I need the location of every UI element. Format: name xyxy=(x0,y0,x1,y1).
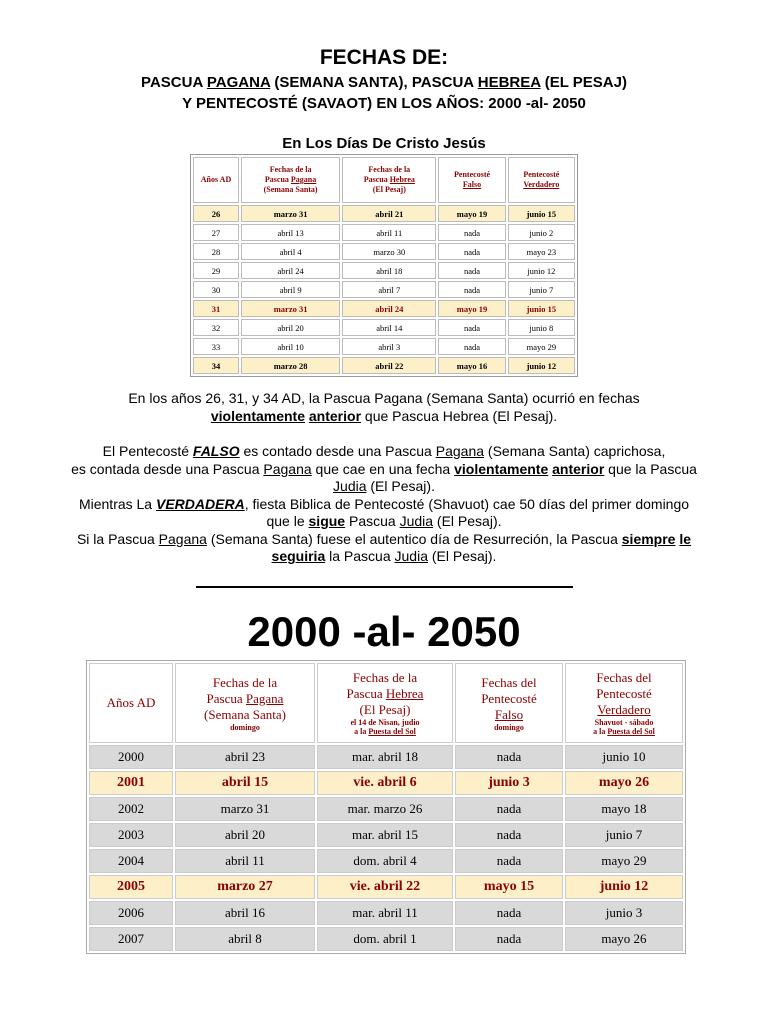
table-cell: junio 7 xyxy=(508,281,575,298)
table-cell: mayo 29 xyxy=(565,849,683,873)
header-falso: Pentecosté Falso xyxy=(438,157,505,203)
table-cell: abril 24 xyxy=(241,262,340,279)
table-row xyxy=(193,205,575,222)
table-cell: 2002 xyxy=(89,797,173,821)
table-row xyxy=(89,823,683,847)
table-cell: nada xyxy=(455,797,563,821)
table-row xyxy=(89,901,683,925)
table-cell: abril 20 xyxy=(175,823,315,847)
table-cell: 32 xyxy=(193,319,239,336)
table-cell: 2000 xyxy=(89,745,173,769)
section-title: En Los Días De Cristo Jesús xyxy=(282,135,486,152)
big-title: 2000 -al- 2050 xyxy=(247,608,521,655)
header-pagana: Fechas de la Pascua Pagana (Semana Santa) domingo xyxy=(175,663,315,743)
table-cell: marzo 31 xyxy=(241,205,340,222)
header-verdadero: Fechas del Pentecosté Verdadero Shavuot - sábado a la Puesta del Sol xyxy=(565,663,683,743)
table-cell: vie. abril 6 xyxy=(317,771,453,795)
table-cell: junio 15 xyxy=(508,300,575,317)
table-cell: nada xyxy=(455,927,563,951)
table-cell: abril 13 xyxy=(241,224,340,241)
header-years: Años AD xyxy=(193,157,239,203)
table-cell: junio 15 xyxy=(508,205,575,222)
table-cell: marzo 27 xyxy=(175,875,315,899)
table-row xyxy=(89,797,683,821)
table-cell: mayo 16 xyxy=(438,357,505,374)
table-cell: 33 xyxy=(193,338,239,355)
table-cell: abril 3 xyxy=(342,338,436,355)
table-cell: mar. abril 18 xyxy=(317,745,453,769)
table-cell: mayo 18 xyxy=(565,797,683,821)
table-cell: abril 16 xyxy=(175,901,315,925)
table-cell: abril 15 xyxy=(175,771,315,795)
table-row xyxy=(89,745,683,769)
table-cell: abril 22 xyxy=(342,357,436,374)
table-cell: abril 24 xyxy=(342,300,436,317)
table-cell: 27 xyxy=(193,224,239,241)
table-cell: 2005 xyxy=(89,875,173,899)
table-cell: 2003 xyxy=(89,823,173,847)
table-cell: junio 2 xyxy=(508,224,575,241)
table-cell: marzo 31 xyxy=(241,300,340,317)
header-pagana: Fechas de la Pascua Pagana (Semana Santa) xyxy=(241,157,340,203)
table-cell: abril 23 xyxy=(175,745,315,769)
table-cell: nada xyxy=(455,901,563,925)
table-cell: junio 12 xyxy=(565,875,683,899)
table-cell: mayo 29 xyxy=(508,338,575,355)
table-cell: abril 8 xyxy=(175,927,315,951)
table-cell: vie. abril 22 xyxy=(317,875,453,899)
table-cell: 2004 xyxy=(89,849,173,873)
table-cell: mayo 19 xyxy=(438,205,505,222)
table-cell: mar. abril 11 xyxy=(317,901,453,925)
table-cell: nada xyxy=(455,745,563,769)
table-cell: mar. abril 15 xyxy=(317,823,453,847)
table-row xyxy=(89,927,683,951)
table-cell: abril 14 xyxy=(342,319,436,336)
table-row xyxy=(89,849,683,873)
table-cell: abril 9 xyxy=(241,281,340,298)
table-row xyxy=(193,338,575,355)
table-cell: 29 xyxy=(193,262,239,279)
table-cell: nada xyxy=(438,243,505,260)
table-cell: 28 xyxy=(193,243,239,260)
table-cell: junio 12 xyxy=(508,357,575,374)
table-row xyxy=(193,357,575,374)
table-cell: nada xyxy=(455,823,563,847)
table-cell: marzo 28 xyxy=(241,357,340,374)
table-cell: abril 18 xyxy=(342,262,436,279)
table-cell: marzo 30 xyxy=(342,243,436,260)
table-cell: 30 xyxy=(193,281,239,298)
table-historic-dates xyxy=(190,154,578,377)
table-cell: mayo 15 xyxy=(455,875,563,899)
table-cell: 2007 xyxy=(89,927,173,951)
table-row xyxy=(193,281,575,298)
header-hebrea: Fechas de la Pascua Hebrea (El Pesaj) el 14 de Nisan, judio a la Puesta del Sol xyxy=(317,663,453,743)
table-row xyxy=(89,875,683,899)
table-cell: 31 xyxy=(193,300,239,317)
header-verdadero: Pentecosté Verdadero xyxy=(508,157,575,203)
table-cell: mayo 19 xyxy=(438,300,505,317)
table-row xyxy=(193,224,575,241)
table-cell: abril 4 xyxy=(241,243,340,260)
table-cell: junio 7 xyxy=(565,823,683,847)
subtitle-line-2: Y PENTECOSTÉ (SAVAOT) EN LOS AÑOS: 2000 -al- 2050 xyxy=(182,95,586,112)
table-cell: 34 xyxy=(193,357,239,374)
table-cell: abril 11 xyxy=(175,849,315,873)
table-cell: junio 12 xyxy=(508,262,575,279)
table-row xyxy=(193,300,575,317)
header-hebrea: Fechas de la Pascua Hebrea (El Pesaj) xyxy=(342,157,436,203)
table-cell: abril 10 xyxy=(241,338,340,355)
paragraph-2: El Pentecosté FALSO es contado desde una Pascua Pagana (Semana Santa) caprichosa, es contada desde una Pascua Pagana que cae en una fecha violentamente anterior que la Pascua Judia (El Pesaj). Mientras La VERDADERA, fiesta Biblica de Pentecosté (Shavuot) cae 50 días del primer domingo que le sigue Pascua Judia (El Pesaj). Si la Pascua Pagana (Semana Santa) fuese el autentico día de Resurreción, la Pascua siempre le seguiria la Pascua Judia (El Pesaj). xyxy=(71,443,697,564)
table-cell: abril 11 xyxy=(342,224,436,241)
table-dates-2000-2050 xyxy=(86,660,686,954)
table-header-row xyxy=(89,663,683,743)
table-cell: mar. marzo 26 xyxy=(317,797,453,821)
table-row xyxy=(193,243,575,260)
table-cell: dom. abril 4 xyxy=(317,849,453,873)
header-falso: Fechas del Pentecosté Falso domingo xyxy=(455,663,563,743)
table-row xyxy=(89,771,683,795)
table-cell: 2001 xyxy=(89,771,173,795)
table-cell: 26 xyxy=(193,205,239,222)
table-cell: junio 3 xyxy=(565,901,683,925)
table-cell: mayo 23 xyxy=(508,243,575,260)
table-cell: abril 21 xyxy=(342,205,436,222)
table-cell: mayo 26 xyxy=(565,927,683,951)
table-cell: abril 7 xyxy=(342,281,436,298)
subtitle-line-1: PASCUA PAGANA (SEMANA SANTA), PASCUA HEBREA (EL PESAJ) xyxy=(141,74,627,91)
table-cell: 2006 xyxy=(89,901,173,925)
table-cell: nada xyxy=(438,281,505,298)
table-cell: nada xyxy=(438,338,505,355)
table-cell: nada xyxy=(438,224,505,241)
table-cell: marzo 31 xyxy=(175,797,315,821)
table-cell: junio 8 xyxy=(508,319,575,336)
table-cell: mayo 26 xyxy=(565,771,683,795)
table-cell: junio 10 xyxy=(565,745,683,769)
table-cell: nada xyxy=(455,849,563,873)
table-cell: abril 20 xyxy=(241,319,340,336)
page-title: FECHAS DE: xyxy=(319,46,449,69)
header-years: Años AD xyxy=(89,663,173,743)
table-row xyxy=(193,262,575,279)
table-header-row xyxy=(193,157,575,203)
table-cell: dom. abril 1 xyxy=(317,927,453,951)
table-cell: nada xyxy=(438,262,505,279)
divider xyxy=(196,586,573,588)
paragraph-1: En los años 26, 31, y 34 AD, la Pascua Pagana (Semana Santa) ocurrió en fechas violentamente anterior que Pascua Hebrea (El Pesaj). xyxy=(128,390,640,424)
table-cell: junio 3 xyxy=(455,771,563,795)
table-row xyxy=(193,319,575,336)
table-cell: nada xyxy=(438,319,505,336)
